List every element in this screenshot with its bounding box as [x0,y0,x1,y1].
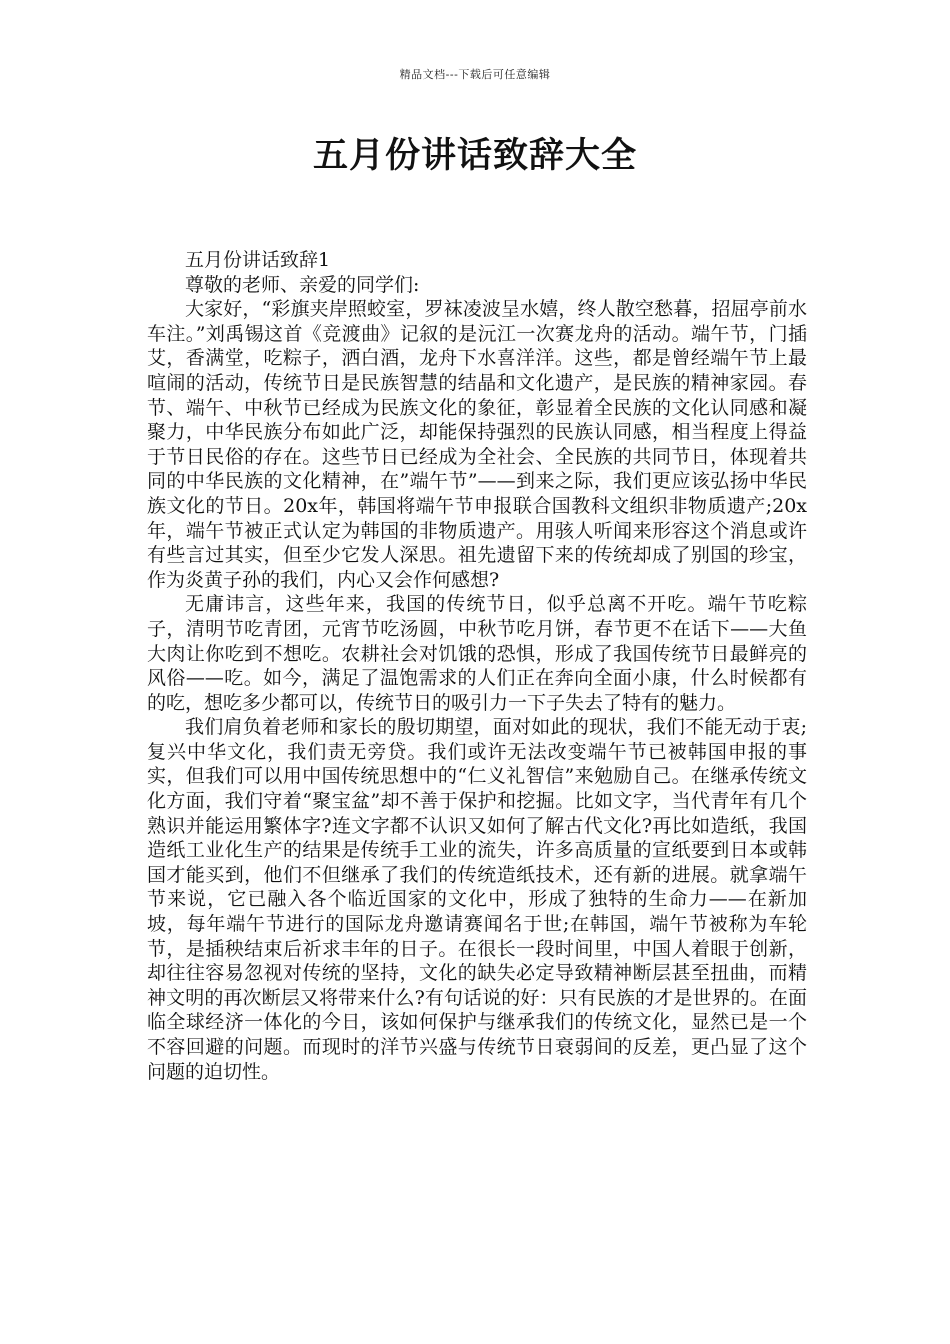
body-paragraph: 无庸讳言，这些年来，我国的传统节日，似乎总离不开吃。端午节吃粽子，清明节吃青团，元宵节吃汤圆，中秋节吃月饼，春节更不在话下——大鱼大肉让你吃到不想吃。农耕社会对饥饿的恐惧，形成了我国传统节日最鲜亮的风俗——吃。如今，满足了温饱需求的人们正在奔向全面小康，什么时候都有的吃，想吃多少都可以，传统节日的吸引力一下子失去了特有的魅力。 [147,593,807,714]
document-title: 五月份讲话致辞大全 [312,136,637,176]
body-paragraph: 我们肩负着老师和家长的殷切期望，面对如此的现状，我们不能无动于衷;复兴中华文化，我们责无旁贷。我们或许无法改变端午节已被韩国申报的事实，但我们可以用中国传统思想中的“仁义礼智信”来勉励自己。在继承传统文化方面，我们守着“聚宝盆”却不善于保护和挖掘。比如文字，当代青年有几个熟识并能运用繁体字?连文字都不认识又如何了解古代文化?再比如造纸，我国造纸工业化生产的结果是传统手工业的流失，许多高质量的宣纸要到日本或韩国才能买到，他们不但继承了我们的传统造纸技术，还有新的进展。就拿端午节来说，它已融入各个临近国家的文化中，形成了独特的生命力——在新加坡，每年端午节进行的国际龙舟邀请赛闻名于世;在韩国，端午节被称为车轮节，是插秧结束后祈求丰年的日子。在很长一段时间里，中国人着眼于创新，却往往容易忽视对传统的坚持，文化的缺失必定导致精神断层甚至扭曲，而精神文明的再次断层又将带来什么?有句话说的好：只有民族的才是世界的。在面临全球经济一体化的今日，该如何保护与继承我们的传统文化，显然已是一个不容回避的问题。而现时的洋节兴盛与传统节日衰弱间的反差，更凸显了这个问题的迫切性。 [147,716,807,1083]
speech-subheading: 五月份讲话致辞1 [185,249,331,271]
salutation: 尊敬的老师、亲爱的同学们: [185,273,420,296]
body-paragraph: 大家好，“彩旗夹岸照蛟室，罗袜凌波呈水嬉，终人散空愁暮，招屈亭前水车注。”刘禹锡这首《竞渡曲》记叙的是沅江一次赛龙舟的活动。端午节，门插艾，香满堂，吃粽子，洒白酒，龙舟下水喜洋洋。这些，都是曾经端午节上最喧闹的活动，传统节日是民族智慧的结晶和文化遗产，是民族的精神家园。春节、端午、中秋节已经成为民族文化的象征，彰显着全民族的文化认同感和凝聚力，中华民族分布如此广泛，却能保持强烈的民族认同感，相当程度上得益于节日民俗的存在。这些节日已经成为全社会、全民族的共同节日，体现着共同的中华民族的文化精神，在”端午节”——到来之际，我们更应该弘扬中华民族文化的节日。20x年，韩国将端午节申报联合国教科文组织非物质遗产;20x年，端午节被正式认定为韩国的非物质遗产。用骇人听闻来形容这个消息或许有些言过其实，但至少它发人深思。祖先遗留下来的传统却成了别国的珍宝，作为炎黄子孙的我们，内心又会作何感想? [147,298,807,591]
document-body [147,248,807,1084]
header-note: 精品文档---下载后可任意编辑 [399,68,551,81]
